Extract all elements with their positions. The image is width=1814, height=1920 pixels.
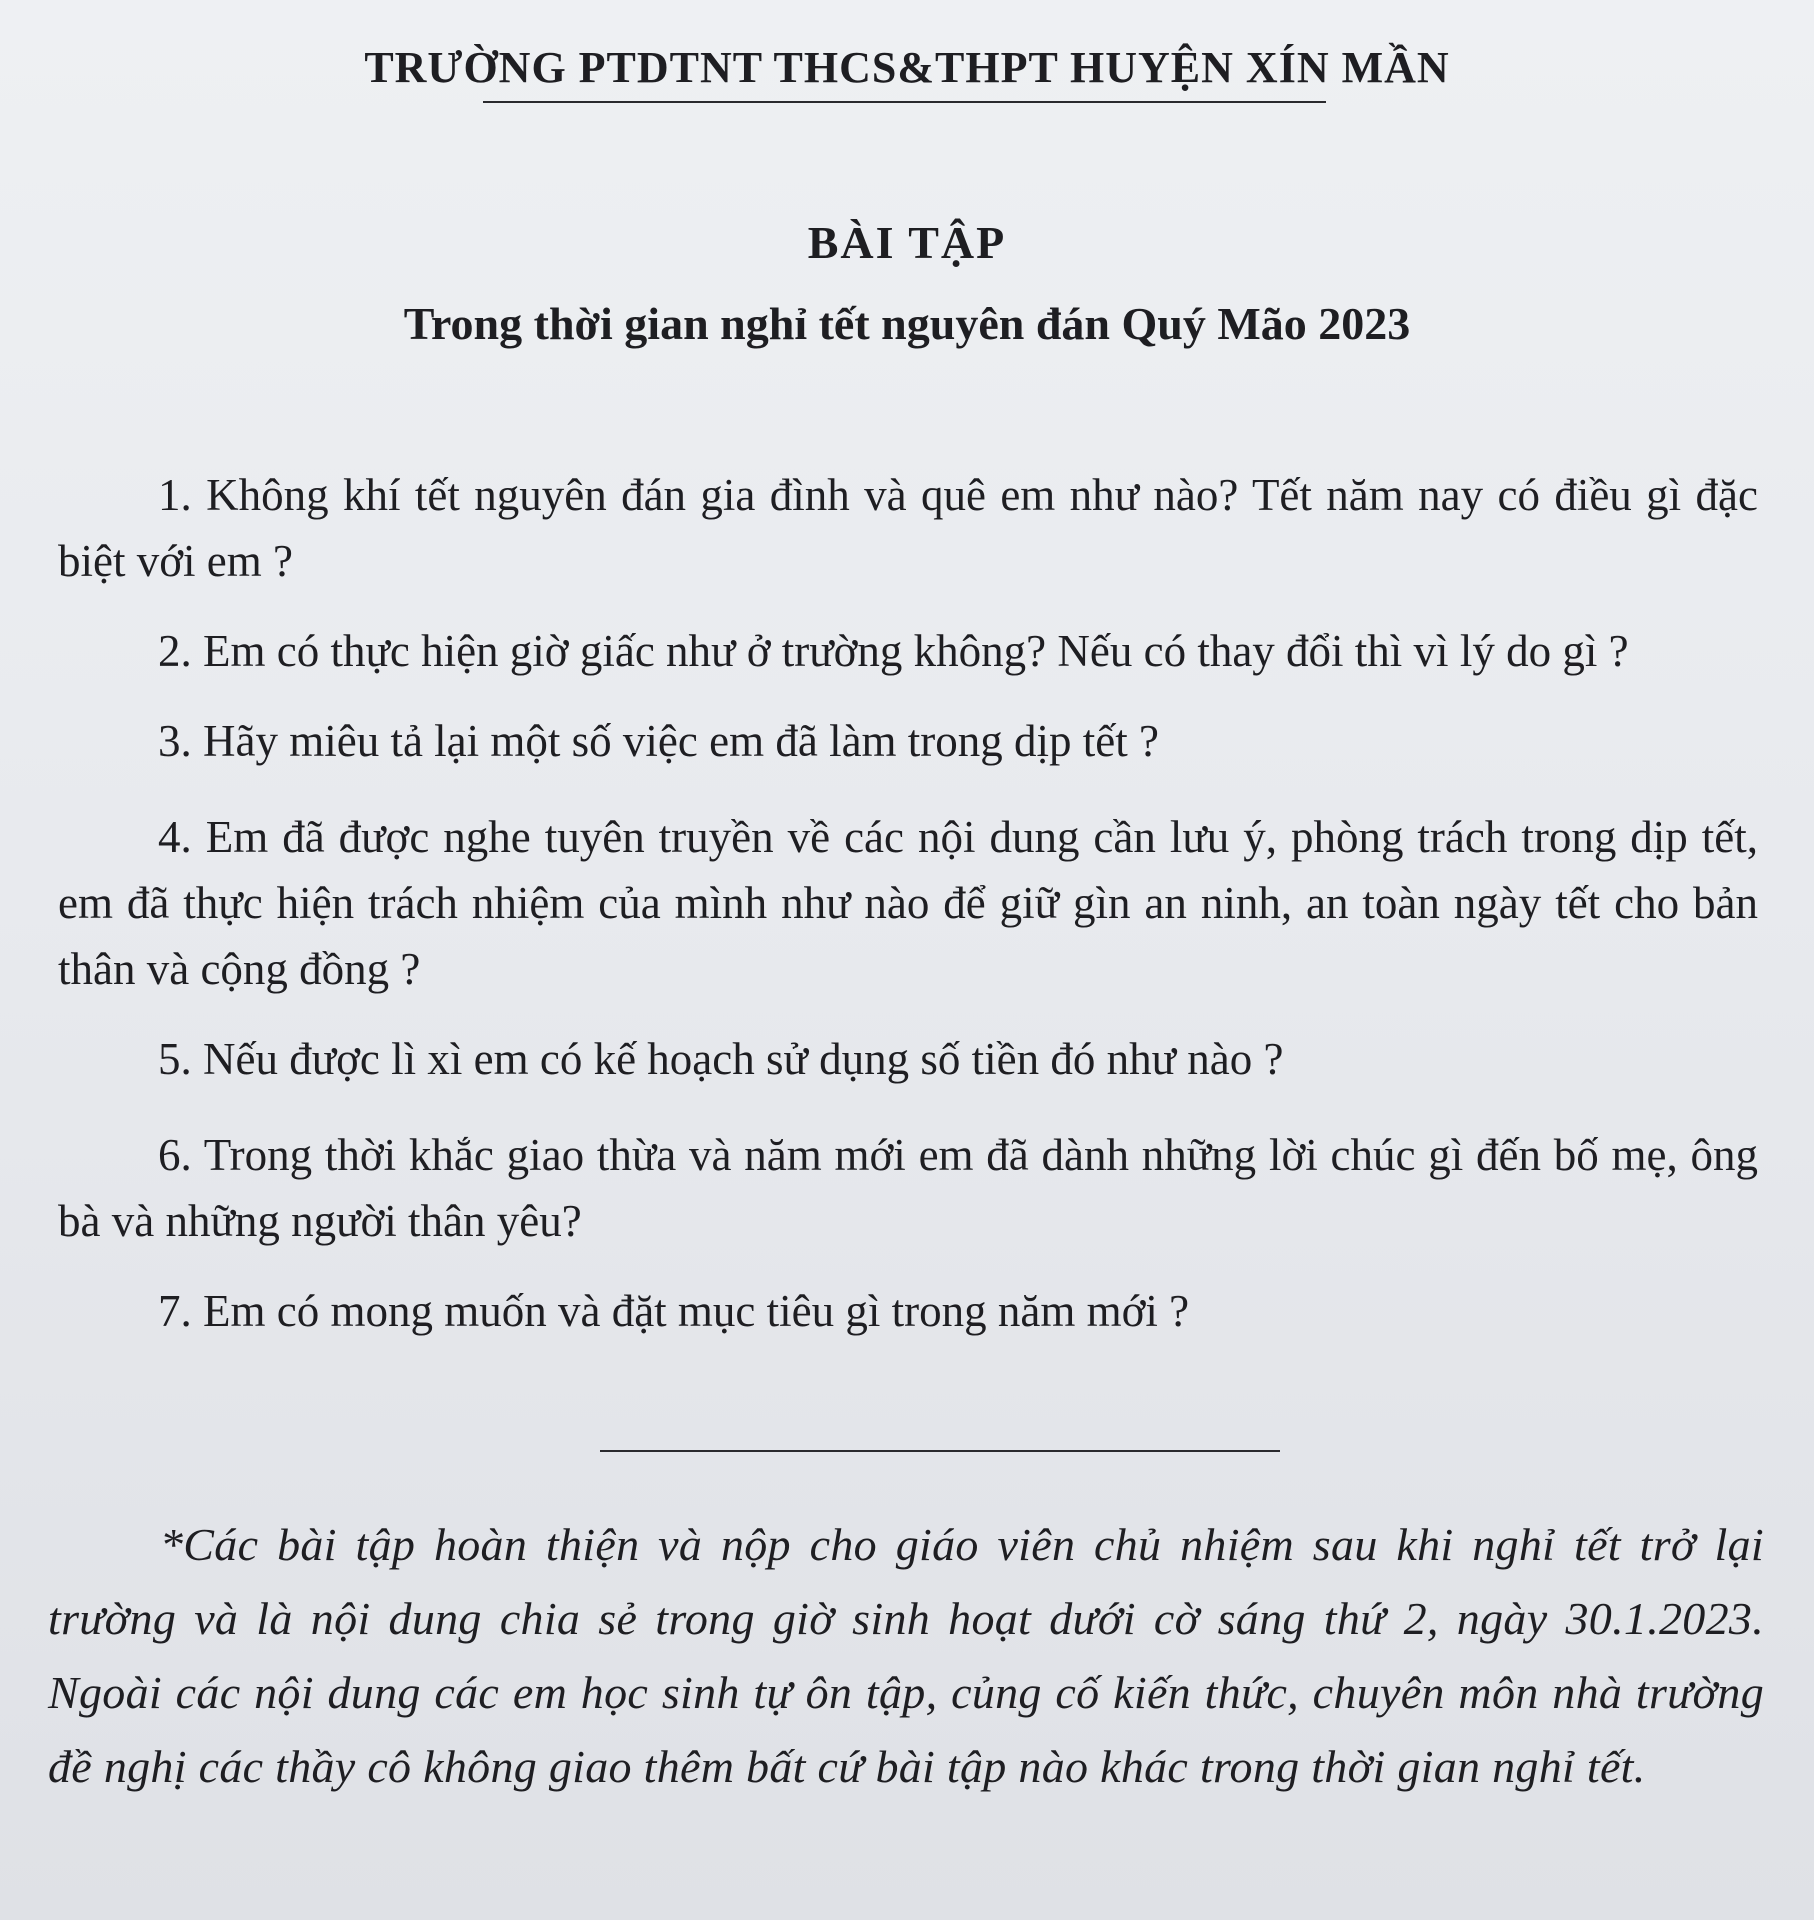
question-7: 7. Em có mong muốn và đặt mục tiêu gì trong năm mới ?: [158, 1286, 1190, 1336]
school-name-underline: [483, 101, 1326, 103]
document-subtitle: Trong thời gian nghỉ tết nguyên đán Quý Mão 2023: [403, 298, 1411, 349]
question-6: 6. Trong thời khắc giao thừa và năm mới em đã dành những lời chúc gì đến bố mẹ, ông bà và những người thân yêu?: [58, 1130, 1758, 1246]
question-4: 4. Em đã được nghe tuyên truyền về các nội dung cần lưu ý, phòng trách trong dịp tết, em đã thực hiện trách nhiệm của mình như nào để giữ gìn an ninh, an toàn ngày tết cho bản thân và cộng đồng ?: [58, 812, 1758, 994]
section-divider: [600, 1450, 1280, 1452]
submission-note: *Các bài tập hoàn thiện và nộp cho giáo viên chủ nhiệm sau khi nghỉ tết trở lại trường và là nội dung chia sẻ trong giờ sinh hoạt dưới cờ sáng thứ 2, ngày 30.1.2023. Ngoài các nội dung các em học sinh tự ôn tập, củng cố kiến thức, chuyên môn nhà trường đề nghị các thầy cô không giao thêm bất cứ bài tập nào khác trong thời gian nghỉ tết.: [48, 1519, 1764, 1792]
question-2: 2. Em có thực hiện giờ giấc như ở trường không? Nếu có thay đổi thì vì lý do gì ?: [158, 626, 1629, 676]
question-1: 1. Không khí tết nguyên đán gia đình và quê em như nào? Tết năm nay có điều gì đặc biệt với em ?: [58, 470, 1758, 586]
school-name: TRƯỜNG PTDTNT THCS&THPT HUYỆN XÍN MẦN: [364, 43, 1450, 92]
question-3: 3. Hãy miêu tả lại một số việc em đã làm trong dịp tết ?: [158, 716, 1159, 766]
question-5: 5. Nếu được lì xì em có kế hoạch sử dụng số tiền đó như nào ?: [158, 1034, 1284, 1084]
question-list: [58, 462, 1758, 1374]
document-title: BÀI TẬP: [807, 217, 1007, 268]
